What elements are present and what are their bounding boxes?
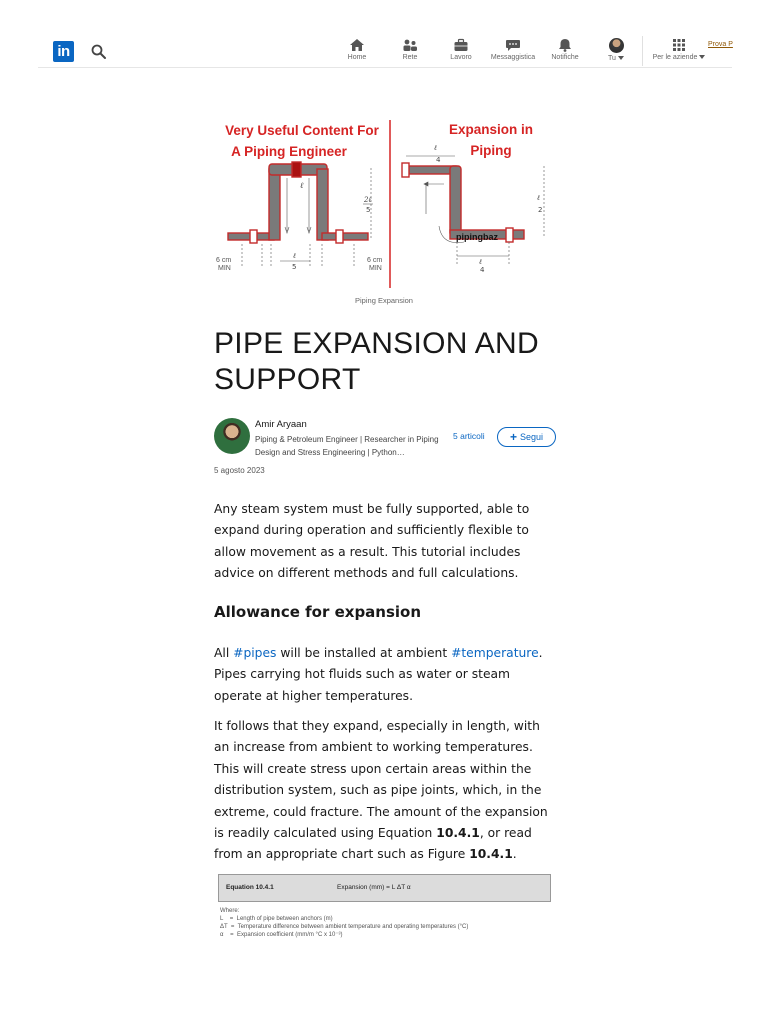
- nav-for-business[interactable]: [648, 38, 710, 61]
- grid-icon: [671, 38, 687, 52]
- section-heading: Allowance for expansion: [214, 603, 422, 621]
- svg-text:4: 4: [436, 156, 441, 164]
- p3-text-b: , or read from an appropriate chart such as Figure: [214, 826, 532, 862]
- follow-button[interactable]: [497, 427, 556, 447]
- equation-box: [218, 874, 551, 902]
- avatar: [609, 38, 624, 53]
- premium-trial-link[interactable]: Prova P: [708, 41, 733, 48]
- svg-text:2: 2: [538, 206, 543, 214]
- p2-text-a: All: [214, 646, 234, 660]
- svg-text:ℓ: ℓ: [479, 258, 482, 266]
- image-caption: Piping Expansion: [355, 296, 413, 305]
- nav-home[interactable]: [327, 38, 387, 61]
- chevron-down-icon: [618, 56, 624, 60]
- svg-text:5: 5: [366, 206, 371, 214]
- hero-title-right-2: Piping: [470, 143, 512, 158]
- p3-text-c: .: [512, 847, 517, 862]
- briefcase-icon: [453, 38, 469, 52]
- hero-watermark: pipingbaz: [456, 232, 498, 242]
- svg-text:2ℓ: 2ℓ: [364, 196, 372, 204]
- author-block: [214, 417, 559, 461]
- p2-text-c: . Pipes carrying hot fluids such as water or steam operate at higher temperatures.: [214, 646, 543, 703]
- svg-text:ℓ: ℓ: [293, 252, 296, 260]
- intro-paragraph: Any steam system must be fully supported, able to expand during operation and sufficiently flexible to allow movement as a result. This tutorial includes advice on different methods and full calculations.: [214, 502, 530, 581]
- equation-label: Equation 10.4.1: [226, 884, 274, 891]
- equation-image: [218, 874, 551, 946]
- paragraph-ambient: [214, 643, 559, 707]
- equation-legend: Where: L = Length of pipe between anchors (m) ΔT = Temperature difference between ambient temperature and operating temperatures (°C) α = Expansion coefficient (mm/m °C x 10⁻³): [220, 908, 469, 938]
- p3-figure-ref: 10.4.1: [469, 847, 513, 862]
- p3-text-a: It follows that they expand, especially in length, with an increase from ambient to working temperatures. This will create stress upon certain areas within the distribution system, such as pipe joints, which, in the extreme, could fracture. The amount of the expansion is readily calculated using Equation: [214, 719, 548, 841]
- chevron-down-icon: [699, 55, 705, 59]
- plus-icon: +: [509, 430, 517, 444]
- hero-dim-left-a: 6 cm: [216, 257, 232, 264]
- search-icon[interactable]: [90, 43, 108, 61]
- hero-title-left-2: A Piping Engineer: [231, 144, 347, 159]
- nav-messaging[interactable]: [483, 38, 543, 61]
- nav-messaging-label: Messaggistica: [490, 54, 536, 61]
- svg-text:ℓ: ℓ: [300, 181, 304, 190]
- nav-me-label: Tu: [608, 55, 616, 62]
- hero-title-right-1: Expansion in: [448, 122, 534, 137]
- message-icon: [505, 38, 521, 52]
- top-nav: [38, 30, 732, 68]
- hero-title-left-1: Very Useful Content For: [225, 123, 379, 138]
- author-bio: Piping & Petroleum Engineer | Researcher in Piping Design and Stress Engineering | Python…: [255, 435, 439, 457]
- hashtag-pipes[interactable]: #pipes: [233, 646, 277, 660]
- hero-image: [214, 116, 554, 292]
- article-title: PIPE EXPANSION AND SUPPORT: [214, 327, 539, 396]
- follow-label: Segui: [519, 432, 544, 442]
- network-icon: [402, 38, 418, 52]
- hero-dim-right-b: MIN: [369, 265, 382, 272]
- svg-text:4: 4: [480, 266, 485, 274]
- nav-me[interactable]: [586, 38, 646, 62]
- nav-for-business-label: Per le aziende: [652, 54, 698, 61]
- paragraph-stress: [214, 716, 559, 866]
- bell-icon: [557, 38, 573, 52]
- hero-dim-left-b: MIN: [218, 265, 231, 272]
- nav-jobs-label: Lavoro: [450, 54, 472, 61]
- equation-formula: Expansion (mm) = L ΔT α: [337, 884, 411, 891]
- publish-date: 5 agosto 2023: [214, 466, 265, 475]
- author-name[interactable]: Amir Aryaan: [255, 419, 307, 430]
- articles-count-link[interactable]: 5 articoli: [453, 431, 485, 441]
- svg-text:ℓ: ℓ: [434, 144, 437, 152]
- svg-text:5: 5: [292, 263, 297, 271]
- nav-network-label: Rete: [402, 54, 418, 61]
- author-avatar[interactable]: [214, 418, 250, 454]
- nav-divider: [642, 36, 643, 66]
- nav-jobs[interactable]: [431, 38, 491, 61]
- p2-text-b: will be installed at ambient: [276, 646, 452, 660]
- nav-notifications-label: Notifiche: [551, 54, 579, 61]
- p3-equation-ref: 10.4.1: [436, 826, 480, 841]
- linkedin-logo[interactable]: in: [53, 41, 74, 62]
- hero-dim-right-a: 6 cm: [367, 257, 383, 264]
- hashtag-temperature[interactable]: #temperature: [451, 646, 539, 660]
- home-icon: [349, 38, 365, 52]
- nav-home-label: Home: [347, 54, 367, 61]
- svg-text:ℓ: ℓ: [537, 194, 540, 202]
